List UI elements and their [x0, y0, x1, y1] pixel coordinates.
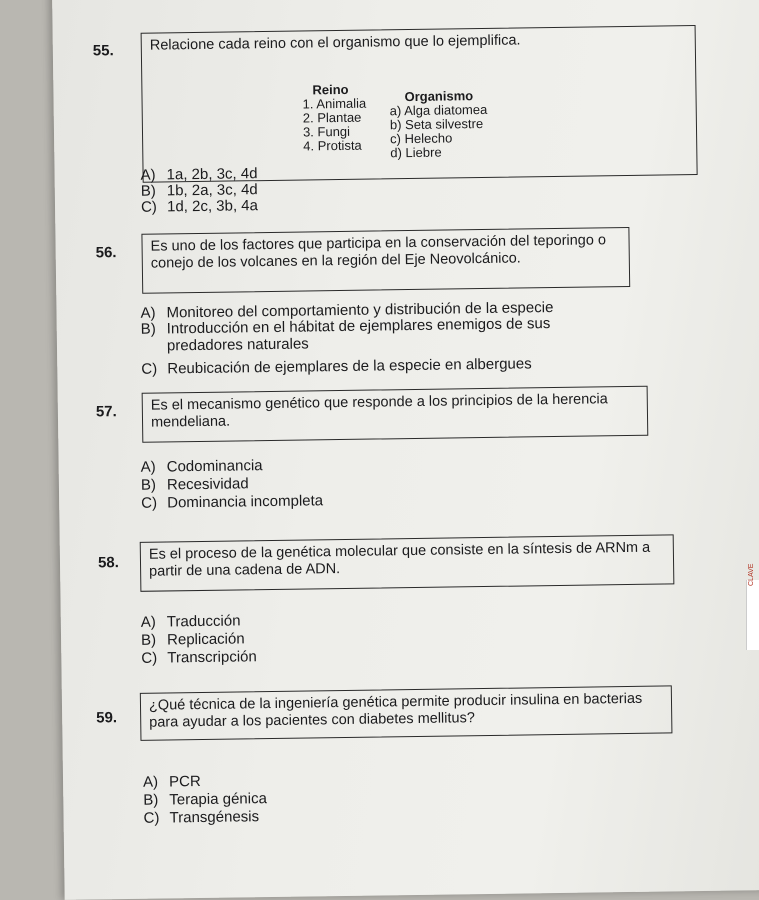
q58-option-a[interactable] [141, 612, 241, 630]
q59-option-a-letter: A) [142, 773, 159, 791]
q59-option-a[interactable] [143, 773, 201, 791]
q59-option-a-text: PCR [168, 773, 201, 791]
q56-option-b[interactable] [141, 315, 581, 355]
q56-option-a-letter: A) [140, 304, 156, 322]
q57-option-b-letter: B) [140, 476, 157, 494]
q55-organismo-header: Organismo [404, 88, 474, 105]
q55-option-a-letter: A) [140, 166, 156, 184]
q58-option-b-letter: B) [140, 631, 157, 649]
q58-option-a-letter: A) [140, 613, 156, 631]
q57-prompt: Es el mecanismo genético que responde a los principios de la herencia mendeliana. [150, 391, 608, 431]
q55-reino-3: 3. Fungi [302, 123, 351, 140]
q56-prompt-box [141, 227, 630, 294]
q58-option-b-text: Replicación [166, 630, 245, 649]
q55-organismo-b: b) Seta silvestre [389, 115, 484, 133]
q59-prompt: ¿Qué técnica de la ingeniería genética permite producir insulina en bacterias para ayudar a los pacientes con diabetes mellitus? [148, 690, 643, 731]
q56-option-c[interactable] [141, 355, 532, 377]
q55-option-c[interactable] [141, 197, 258, 216]
q57-option-c-text: Dominancia incompleta [167, 492, 324, 512]
q55-reino-1: 1. Animalia [302, 95, 367, 112]
q55-reino-header: Reino [312, 81, 349, 98]
q57-number: 57. [95, 403, 117, 421]
q56-number: 56. [95, 244, 117, 262]
q58-option-b[interactable] [141, 630, 245, 648]
q55-prompt: Relacione cada reino con el organismo que lo ejemplifica. [149, 32, 521, 54]
q57-option-a-text: Codominancia [166, 457, 263, 476]
exam-page [52, 0, 759, 900]
q55-option-a-text: 1a, 2b, 3c, 4d [166, 165, 258, 184]
q57-option-a-letter: A) [140, 458, 156, 476]
q58-prompt-box [140, 534, 675, 591]
q56-option-b-letter: B) [140, 320, 156, 338]
edge-tab [746, 563, 759, 650]
q57-option-a[interactable] [141, 457, 263, 476]
q55-option-b-letter: B) [140, 182, 156, 200]
q55-reino-2: 2. Plantae [302, 109, 362, 126]
q57-option-b-text: Recesividad [166, 475, 249, 494]
q55-option-c-text: 1d, 2c, 3b, 4a [166, 197, 259, 216]
q59-option-b-text: Terapia génica [169, 790, 268, 809]
q59-option-c[interactable] [143, 808, 259, 827]
q57-option-c-letter: C) [141, 494, 158, 512]
q56-option-a-text: Monitoreo del comportamiento y distribución de la especie [166, 299, 554, 322]
q58-option-c-letter: C) [141, 649, 158, 667]
q55-organismo-d: d) Liebre [390, 144, 442, 161]
q59-option-b[interactable] [143, 790, 267, 809]
q56-option-c-letter: C) [141, 360, 158, 378]
q57-option-b[interactable] [141, 475, 249, 494]
q56-option-b-text: Introducción en el hábitat de ejemplares enemigos de sus predadores naturales [166, 315, 551, 355]
q59-option-c-letter: C) [143, 809, 160, 827]
q55-reino-4: 4. Protista [303, 137, 362, 154]
q59-prompt-box [140, 685, 673, 740]
q57-prompt-box [142, 386, 649, 443]
q56-option-c-text: Reubicación de ejemplares de la especie en albergues [167, 355, 532, 378]
q55-number: 55. [92, 42, 114, 60]
edge-tab-label: CLAVE [748, 563, 755, 586]
q55-organismo-a: a) Alga diatomea [389, 101, 488, 119]
q55-option-b-text: 1b, 2a, 3c, 4d [166, 181, 258, 200]
q56-prompt: Es uno de los factores que participa en la conservación del teporingo o conejo de los volcanes en la región del Eje Neovolcánico. [150, 232, 607, 272]
q55-prompt-box [141, 25, 698, 183]
q57-option-c[interactable] [141, 492, 323, 512]
q55-organismo-c: c) Helecho [390, 130, 453, 147]
q55-option-c-letter: C) [140, 198, 157, 216]
q58-option-c-text: Transcripción [167, 648, 257, 667]
q58-option-a-text: Traducción [166, 612, 241, 631]
q58-prompt: Es el proceso de la genética molecular que consiste en la síntesis de ARNm a partir de una cadena de ADN. [148, 539, 651, 580]
q59-option-b-letter: B) [143, 791, 159, 809]
q58-option-c[interactable] [141, 648, 257, 667]
q59-number: 59. [96, 709, 118, 727]
q59-option-c-text: Transgénesis [169, 808, 260, 827]
q58-number: 58. [97, 554, 119, 572]
